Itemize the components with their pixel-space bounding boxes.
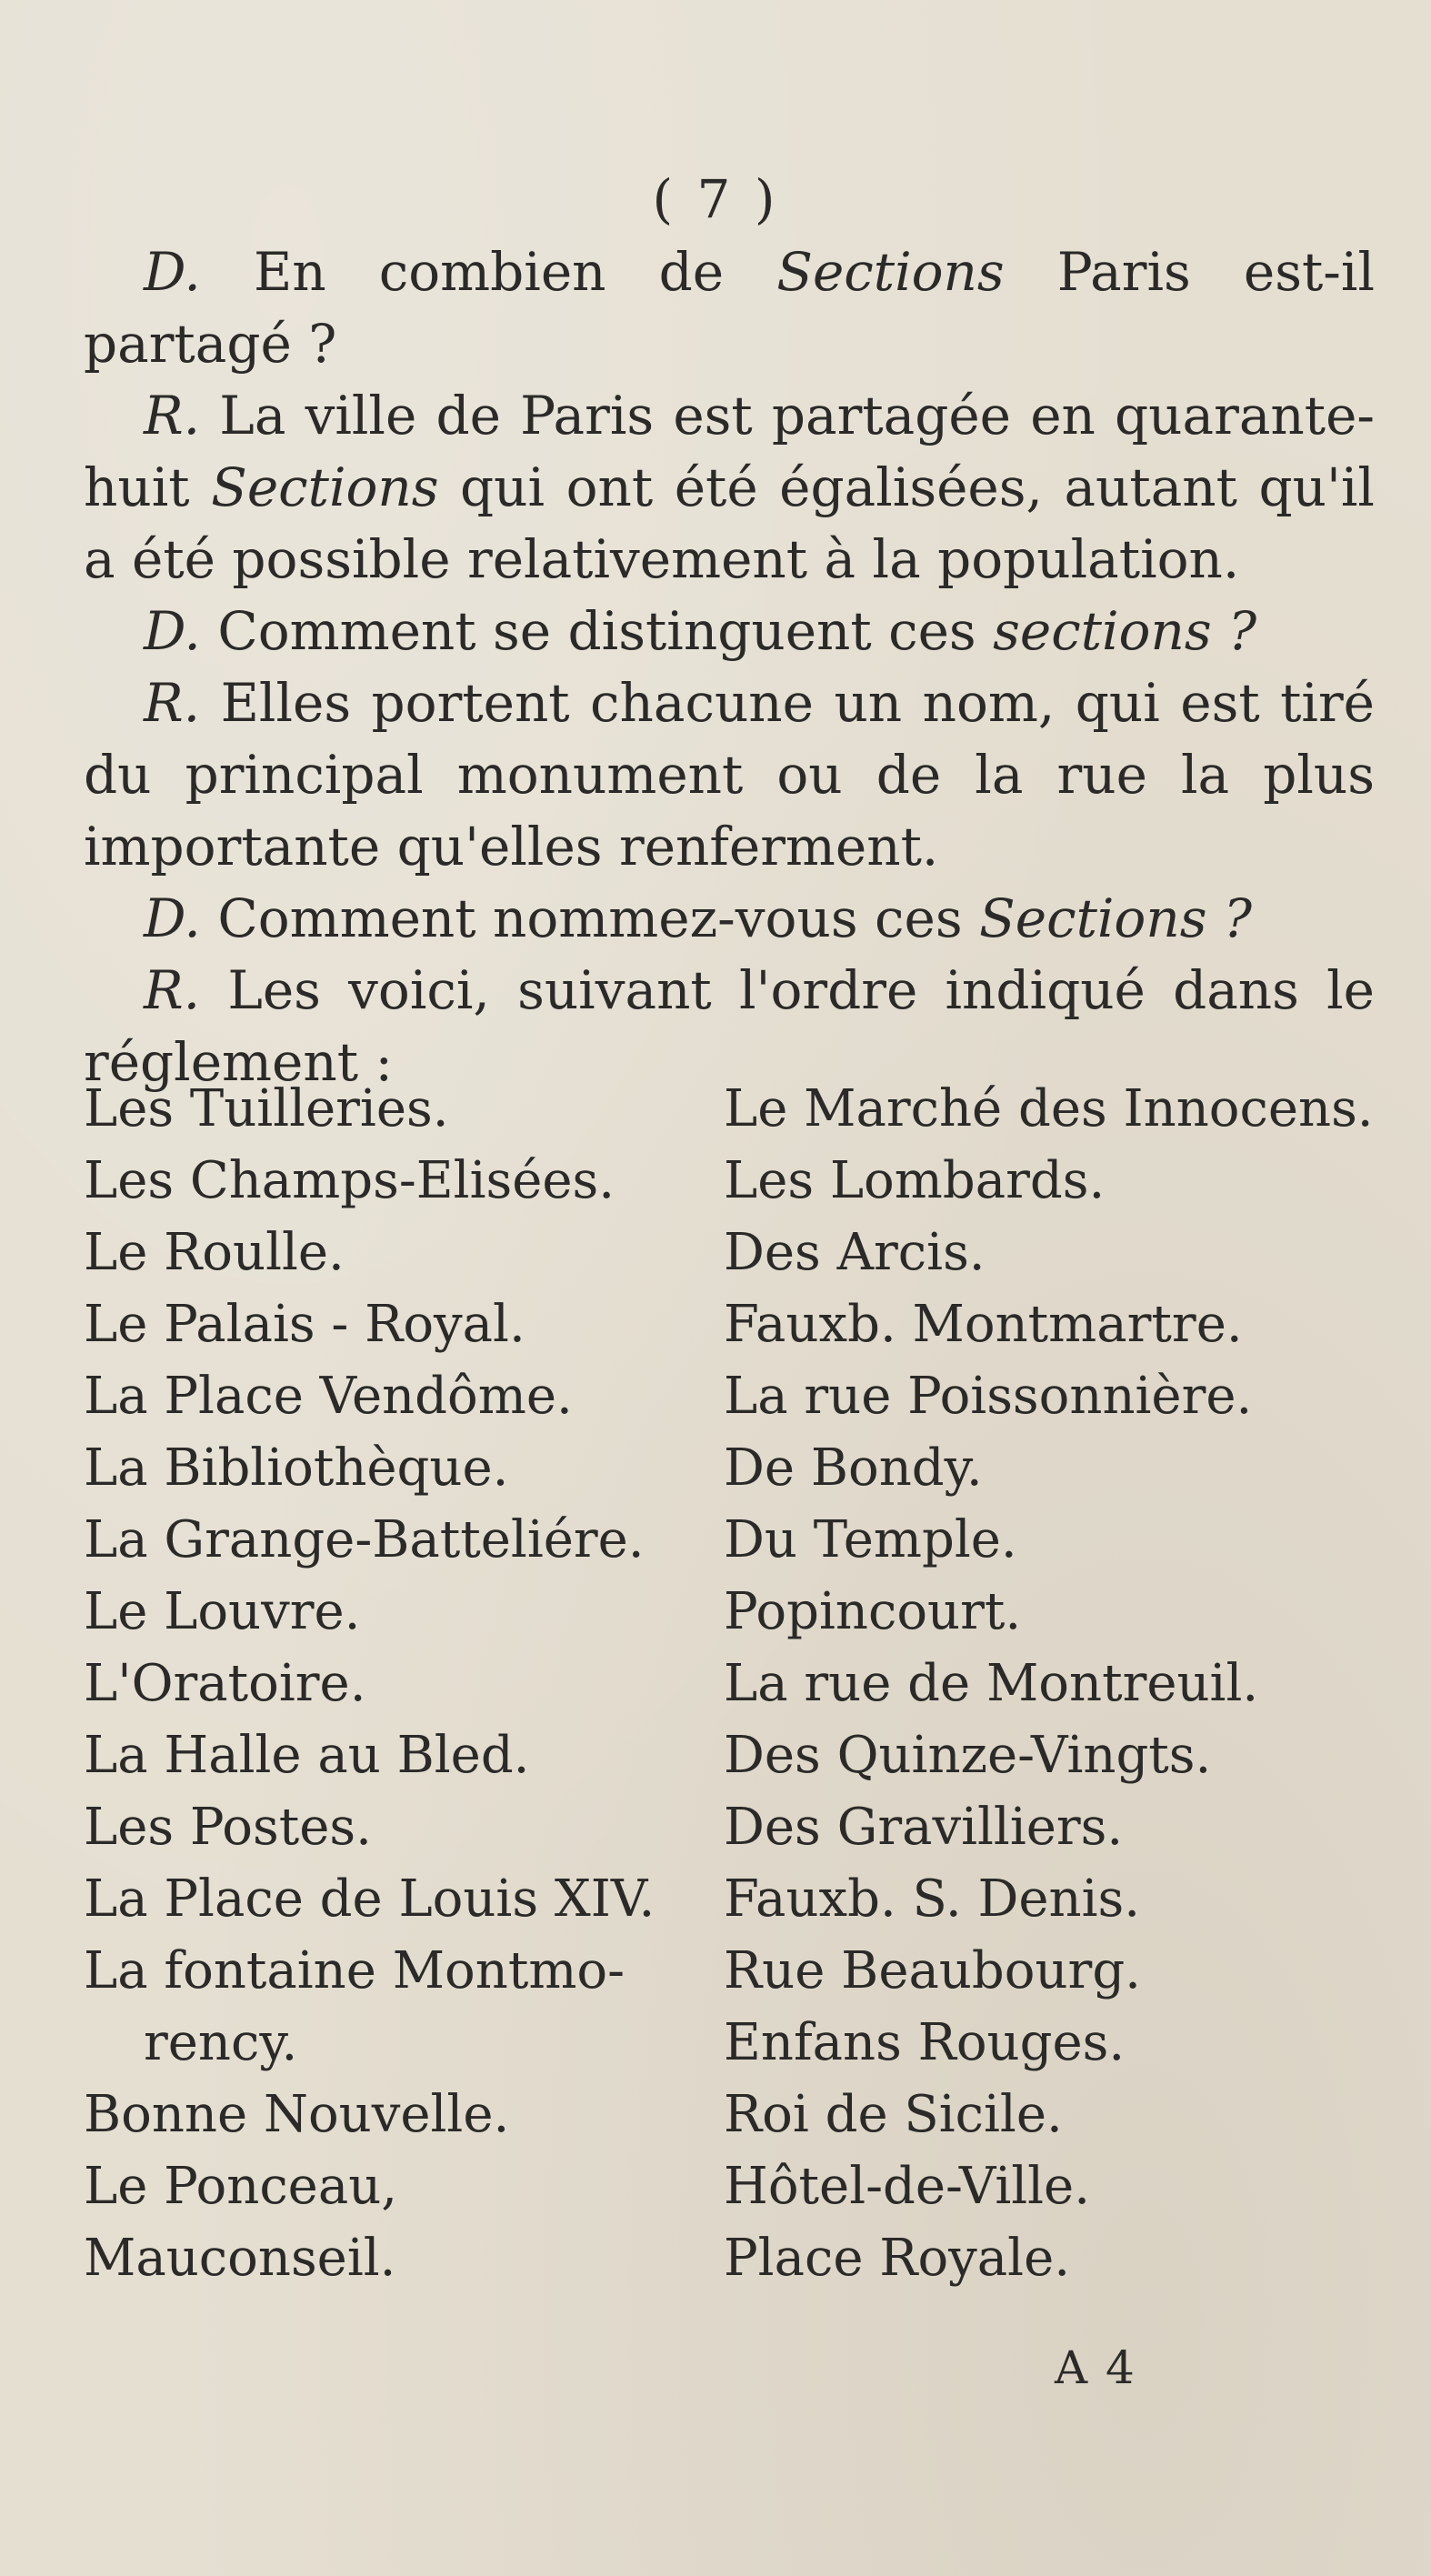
section-name: Fauxb. S. Denis. xyxy=(724,1869,1141,1929)
section-name: Les Tuilleries. xyxy=(84,1079,449,1138)
dialogue-paragraph xyxy=(84,596,1375,667)
speaker-label: D. xyxy=(144,600,201,662)
speaker-label: R. xyxy=(144,672,201,734)
section-name: Des Gravilliers. xyxy=(724,1798,1124,1857)
dialogue-text: La ville de Paris est partagée en quarante-huit xyxy=(84,385,1375,518)
dialogue-italic-text: Sections xyxy=(211,456,439,518)
section-name: Le Marché des Innocens. xyxy=(724,1079,1374,1138)
speaker-label: D. xyxy=(144,887,201,949)
section-name: Fauxb. Montmartre. xyxy=(724,1295,1243,1354)
section-name: Le Roulle. xyxy=(84,1223,345,1282)
section-name: La Bibliothèque. xyxy=(84,1438,509,1498)
section-name: La rue Poissonnière. xyxy=(724,1367,1253,1426)
catechism-dialogue xyxy=(84,236,1375,1098)
signature-mark: A 4 xyxy=(1055,2341,1136,2394)
dialogue-text: qui ont été égalisées, autant qu'il a été possible relativement à la population. xyxy=(84,456,1375,590)
section-name: Les Lombards. xyxy=(724,1151,1106,1210)
dialogue-text: Les voici, suivant l'ordre indiqué dans le réglement : xyxy=(84,959,1375,1093)
dialogue-text: Comment nommez-vous ces xyxy=(217,887,980,949)
section-name: Les Champs-Elisées. xyxy=(84,1151,615,1210)
dialogue-text: En combien de xyxy=(253,241,777,303)
dialogue-italic-text: Sections xyxy=(776,241,1005,303)
section-name: La Place de Louis XIV. xyxy=(84,1869,655,1929)
dialogue-paragraph xyxy=(84,883,1375,955)
section-name: Place Royale. xyxy=(724,2229,1071,2288)
section-name: La fontaine Montmo- xyxy=(84,1941,625,2000)
dialogue-paragraph xyxy=(84,667,1375,883)
section-name: La rue de Montreuil. xyxy=(724,1654,1259,1713)
speaker-label: R. xyxy=(144,959,201,1021)
section-name: Des Arcis. xyxy=(724,1223,986,1282)
dialogue-text: Paris est-il partagé ? xyxy=(84,241,1376,375)
section-name: L'Oratoire. xyxy=(84,1654,366,1713)
speaker-label: R. xyxy=(144,385,201,446)
section-name: Popincourt. xyxy=(724,1582,1022,1641)
section-name: Mauconseil. xyxy=(84,2229,396,2288)
section-name: Le Palais - Royal. xyxy=(84,1295,525,1354)
dialogue-text: Comment se distinguent ces xyxy=(217,600,994,662)
section-name: rency. xyxy=(144,2013,298,2072)
section-name: Hôtel-de-Ville. xyxy=(724,2157,1090,2216)
page-number: ( 7 ) xyxy=(652,168,779,230)
dialogue-italic-text: sections ? xyxy=(993,600,1257,662)
section-name: Le Ponceau, xyxy=(84,2157,398,2216)
dialogue-paragraph xyxy=(84,236,1375,380)
section-name: Roi de Sicile. xyxy=(724,2085,1063,2144)
section-name: La Halle au Bled. xyxy=(84,1726,530,1785)
sections-left-column xyxy=(84,1073,720,2294)
section-name: Du Temple. xyxy=(724,1510,1017,1569)
section-name: Enfans Rouges. xyxy=(724,2013,1126,2072)
section-name: Le Louvre. xyxy=(84,1582,361,1641)
sections-right-column xyxy=(724,1073,1393,2294)
speaker-label: D. xyxy=(144,241,201,303)
section-name: Des Quinze-Vingts. xyxy=(724,1726,1212,1785)
dialogue-italic-text: Sections ? xyxy=(979,887,1252,949)
section-name: La Place Vendôme. xyxy=(84,1367,573,1426)
dialogue-paragraph xyxy=(84,380,1375,596)
section-name: Les Postes. xyxy=(84,1798,372,1857)
section-name: La Grange-Batteliére. xyxy=(84,1510,645,1569)
section-name: Bonne Nouvelle. xyxy=(84,2085,510,2144)
section-name: De Bondy. xyxy=(724,1438,983,1498)
section-name: Rue Beaubourg. xyxy=(724,1941,1141,2000)
dialogue-text: Elles portent chacune un nom, qui est tiré du principal monument ou de la rue la plus importante qu'elles renferment. xyxy=(84,672,1375,877)
